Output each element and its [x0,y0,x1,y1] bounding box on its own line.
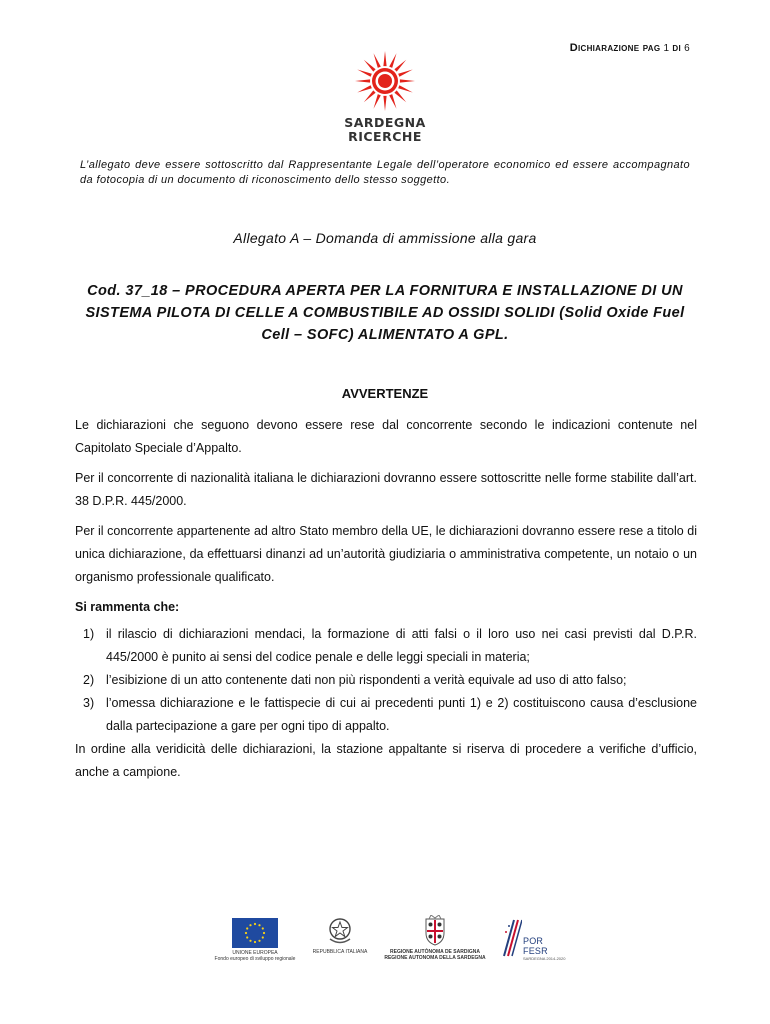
list-item-number: 2) [83,673,95,687]
eu-star [246,936,248,938]
por-fesr-subtitle: SARDEGNA 2014-2020 [523,956,566,961]
eu-star [262,927,264,929]
avvertenze-heading: AVVERTENZE [341,386,429,401]
eu-star [245,932,247,934]
eu-caption-1: UNIONE EUROPEA [232,950,278,956]
list-item [75,623,697,669]
eu-star [258,924,260,926]
list-item [75,669,697,692]
header-of-label: di [672,42,682,54]
eu-caption-2: Fondo europeo di sviluppo regionale [214,956,296,962]
repubblica-italiana-logo [310,915,370,955]
warnings-list [75,623,697,738]
sun-ray [400,79,415,82]
signature-note: L’allegato deve essere sottoscritto dal Rappresentante Legale dell’operatore economico ed essere accompagnato da fotocopia di un documento di riconoscimento dello stesso soggetto. [80,159,690,186]
page-header-reference [570,42,690,54]
header-page-number: 1 [663,43,670,54]
list-item-text: l’esibizione di un atto contenente dati non più rispondenti a verità equivale ad uso di atto falso; [106,673,627,687]
sun-ray [374,94,381,109]
list-item [75,692,697,738]
sun-logo-icon [354,50,416,112]
paragraph: Le dichiarazioni che seguono devono essere rese dal concorrente secondo le indicazioni contenute nel Capitolato Speciale d’Appalto. [75,418,697,455]
footer-logos [210,915,570,975]
ras-caption-2: REGIONE AUTONOMA DELLA SARDEGNA [384,955,486,961]
sun-ray [357,85,372,92]
list-item-text: l’omessa dichiarazione e le fattispecie di cui ai precedenti punti 1) e 2) costituiscono causa d’esclusione dalla partecipazione a gare per ogni tipo di appalto. [106,696,697,733]
logo-text-line1: SARDEGNA [344,115,426,130]
eu-star [262,936,264,938]
rammenta-label: Si rammenta che: [75,600,180,614]
sun-ray [398,85,413,92]
eu-logo [210,918,300,962]
eu-flag-icon [232,918,278,948]
sardinia-crest-icon [421,915,449,947]
paragraph: Per il concorrente appartenente ad altro Stato membro della UE, le dichiarazioni dovranno essere rese a titolo di unica dichiarazione, da effettuarsi dinanzi ad un’autorità giudiziaria o amministrativa competente, un notaio o un organismo professionale qualificato. [75,524,697,584]
list-item-number: 3) [83,696,95,710]
eu-star [246,927,248,929]
paragraph: Per il concorrente di nazionalità italiana le dichiarazioni dovranno essere sottoscritte nelle forme stabilite dall’art. 38 D.P.R. 445/2000. [75,471,697,508]
procedure-title: Cod. 37_18 – PROCEDURA APERTA PER LA FORNITURA E INSTALLAZIONE DI UN SISTEMA PILOTA DI CELLE A COMBUSTIBILE AD OSSIDI SOLIDI (Solid Oxide Fuel Cell – SOFC) ALIMENTATO A GPL. [85,283,685,343]
por-fesr-stripes-icon [500,918,522,958]
eu-star [249,940,251,942]
sun-ray [389,94,396,109]
avvertenze-body [75,414,697,791]
eu-star [249,924,251,926]
header-page-total: 6 [684,43,690,54]
eu-star [254,941,256,943]
header-ref-label: Dichiarazione pag [569,42,661,54]
regione-sardegna-logo [382,915,488,961]
eu-star [263,932,265,934]
por-fesr-text [523,936,570,961]
logo-text-line2: RICERCHE [348,129,422,144]
sardegna-ricerche-logo [340,50,430,144]
por-fesr-label: POR FESR [523,936,548,956]
sun-ray [374,53,381,68]
sun-ray [383,51,386,66]
ras-caption-1: REGIONE AUTÒNOMA DE SARDIGNA [390,949,480,955]
sun-ray [398,70,413,77]
sun-ray [389,53,396,68]
allegato-title: Allegato A – Domanda di ammissione alla gara [233,230,537,246]
italian-emblem-icon [327,915,353,947]
sun-ray [357,70,372,77]
sun-ray [394,60,406,72]
sun-ray [394,90,406,102]
closing-paragraph: In ordine alla veridicità delle dichiarazioni, la stazione appaltante si riserva di procedere a verifiche d’ufficio, anche a campione. [75,742,697,779]
eu-star [254,923,256,925]
list-item-number: 1) [83,627,95,641]
sun-ray [355,79,370,82]
list-item-text: il rilascio di dichiarazioni mendaci, la formazione di atti falsi o il loro uso nei casi previsti dal D.P.R. 445/2000 è punito ai sensi del codice penale e delle leggi speciali in materia; [106,627,697,664]
sun-ray [364,90,376,102]
sun-ray [383,96,386,111]
eu-star [258,940,260,942]
ri-caption: REPUBBLICA ITALIANA [312,949,368,955]
sun-ray [364,60,376,72]
